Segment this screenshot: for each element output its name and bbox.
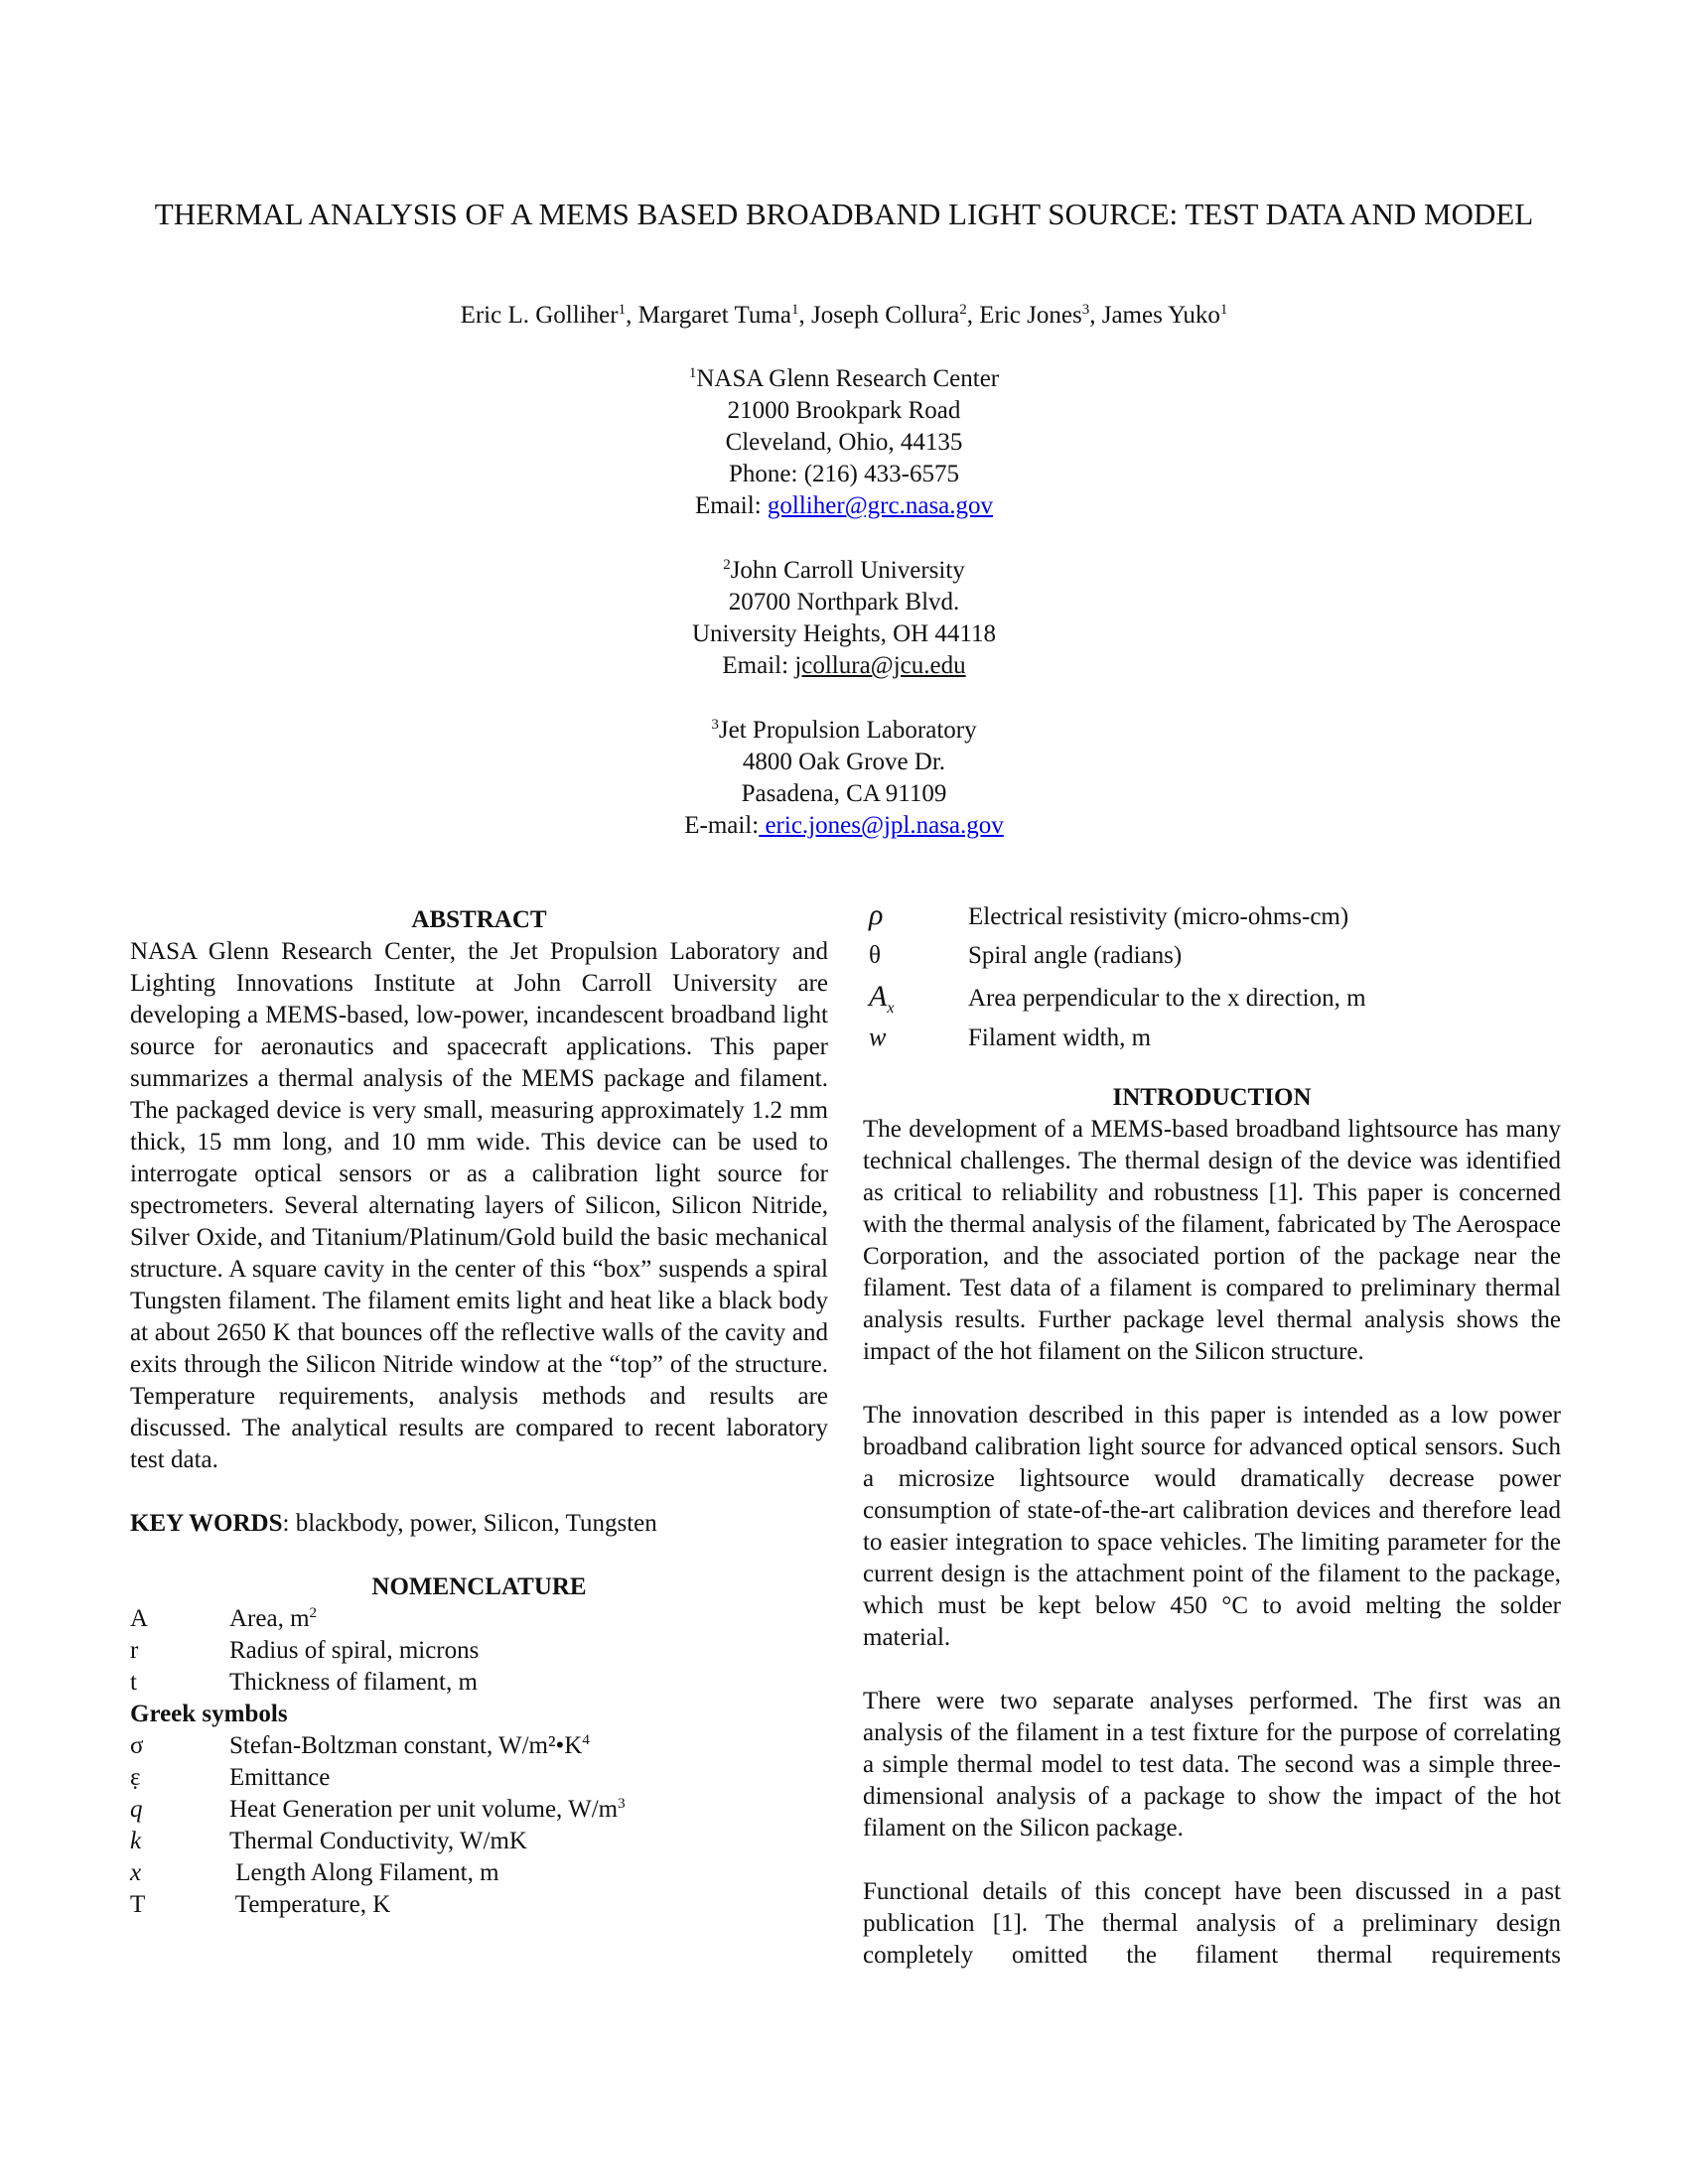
nomenclature-item: x Length Along Filament, m xyxy=(130,1859,499,1886)
nomenclature-item: ˙ q Heat Generation per unit volume, $W/m^3$ xyxy=(130,1794,828,1826)
nomenclature-item: A Area, $m^2$ xyxy=(130,1605,318,1632)
nomenclature-item: t Thickness of filament, m xyxy=(130,1669,478,1696)
left-column xyxy=(130,904,828,1921)
nomenclature-item: $A_x$ Area perpendicular to the x direction, m xyxy=(869,980,1366,1017)
author: Joseph Collura$^2$ xyxy=(810,302,967,329)
intro-paragraph: The innovation described in this paper is intended as a low power broadband calibration light source for advanced optical sensors. Such a microsize lightsource would dramatically decrease power consumption of state-of-the-art calibration devices and therefore lead to easier integration to space vehicles. The limiting parameter for the current design is the attachment point of the filament to the package, which must be kept below 450 °C to avoid melting the solder material. xyxy=(863,1402,1561,1651)
author: Margaret Tuma$^1$ xyxy=(637,302,799,329)
nomenclature-item: T Temperature, K xyxy=(130,1891,391,1918)
nomenclature-heading: NOMENCLATURE xyxy=(371,1573,587,1600)
author: James Yuko$^1$ xyxy=(1101,302,1228,329)
affiliation-nasa: $^1$NASA Glenn Research Center 21000 Brookpark Road Cleveland, Ohio, 44135 Phone: (216) 433-6575 Email: golliher@grc.nasa.gov xyxy=(688,365,1000,519)
nomenclature-item: w Filament width, m xyxy=(869,1023,1152,1051)
paper-title: THERMAL ANALYSIS OF A MEMS BASED BROADBAND LIGHT SOURCE: TEST DATA AND MODEL xyxy=(154,197,1534,231)
abstract-text: NASA Glenn Research Center, the Jet Propulsion Laboratory and Lighting Innovations Institute at John Carroll University are developing a MEMS-based, low-power, incandescent broadband light source for aeronautics and spacecraft applications. This paper summarizes a thermal analysis of the MEMS package and filament. The packaged device is very small, measuring approximately 1.2 mm thick, 15 mm long, and 10 mm wide. This device can be used to interrogate optical sensors or as a calibration light source for spectrometers. Several alternating layers of Silicon, Silicon Nitride, Silver Oxide, and Titanium/Platinum/Gold build the basic mechanical structure. A square cavity in the center of this “box” suspends a spiral Tungsten filament. The filament emits light and heat like a black body at about 2650 K that bounces off the reflective walls of the cavity and exits through the Silicon Nitride window at the “top” of the structure. Temperature requirements, analysis methods and results are discussed. The analytical results are compared to recent laboratory test data. xyxy=(130,938,828,1473)
author: Eric Jones$^3$ xyxy=(979,302,1090,329)
keywords: KEY WORDS: blackbody, power, Silicon, Tungsten xyxy=(130,1510,657,1537)
nomenclature-item: ρ Electrical resistivity (micro-ohms-cm) xyxy=(869,898,1349,931)
nomenclature-item: θ Spiral angle (radians) xyxy=(869,942,1183,969)
nomenclature-item: ε Emittance xyxy=(130,1764,331,1791)
intro-paragraph: Functional details of this concept have been discussed in a past publication [1]. The thermal analysis of a preliminary design completely omitted the filament thermal requirements xyxy=(863,1878,1561,1969)
abstract-heading: ABSTRACT xyxy=(411,906,547,933)
greek-symbols-heading: Greek symbols xyxy=(130,1701,288,1727)
nomenclature-item: k Thermal Conductivity, W/mK xyxy=(130,1828,527,1854)
nomenclature-item: r Radius of spiral, microns xyxy=(130,1637,480,1664)
email-link[interactable]: eric.jones@jpl.nasa.gov xyxy=(759,812,1004,839)
author-list: Eric L. Golliher$^1$, Margaret Tuma$^1$, Joseph Collura$^2$, Eric Jones$^3$, James Yuko$^1$ xyxy=(460,302,1228,329)
affiliation-jcu: $^2$John Carroll University 20700 Northpark Blvd. University Heights, OH 44118 Email: jcollura@jcu.edu xyxy=(692,557,996,679)
intro-paragraph: There were two separate analyses performed. The first was an analysis of the filament in a test fixture for the purpose of correlating a simple thermal model to test data. The second was a simple three-dimensional analysis of a package to show the impact of the hot filament on the Silicon package. xyxy=(863,1688,1561,1842)
introduction-heading: INTRODUCTION xyxy=(1112,1084,1312,1111)
email-link[interactable]: jcollura@jcu.edu xyxy=(794,652,966,679)
nomenclature-item: σ Stefan-Boltzman constant, $W/m^2•K^4$ xyxy=(130,1732,590,1759)
right-column xyxy=(863,899,1561,1972)
affiliation-jpl: $^3$Jet Propulsion Laboratory 4800 Oak Grove Dr. Pasadena, CA 91109 E-mail: eric.jones@jpl.nasa.gov xyxy=(684,717,1004,839)
author: Eric L. Golliher$^1$ xyxy=(460,302,627,329)
intro-paragraph: The development of a MEMS-based broadband lightsource has many technical challenges. The thermal design of the device was identified as critical to reliability and robustness [1]. This paper is concerned with the thermal analysis of the filament, fabricated by The Aerospace Corporation, and the associated portion of the package near the filament. Test data of a filament is compared to preliminary thermal analysis results. Further package level thermal analysis shows the impact of the hot filament on the Silicon structure. xyxy=(863,1116,1561,1365)
q-dot-symbol: ˙ q xyxy=(130,1794,143,1826)
email-link[interactable]: golliher@grc.nasa.gov xyxy=(767,492,994,519)
